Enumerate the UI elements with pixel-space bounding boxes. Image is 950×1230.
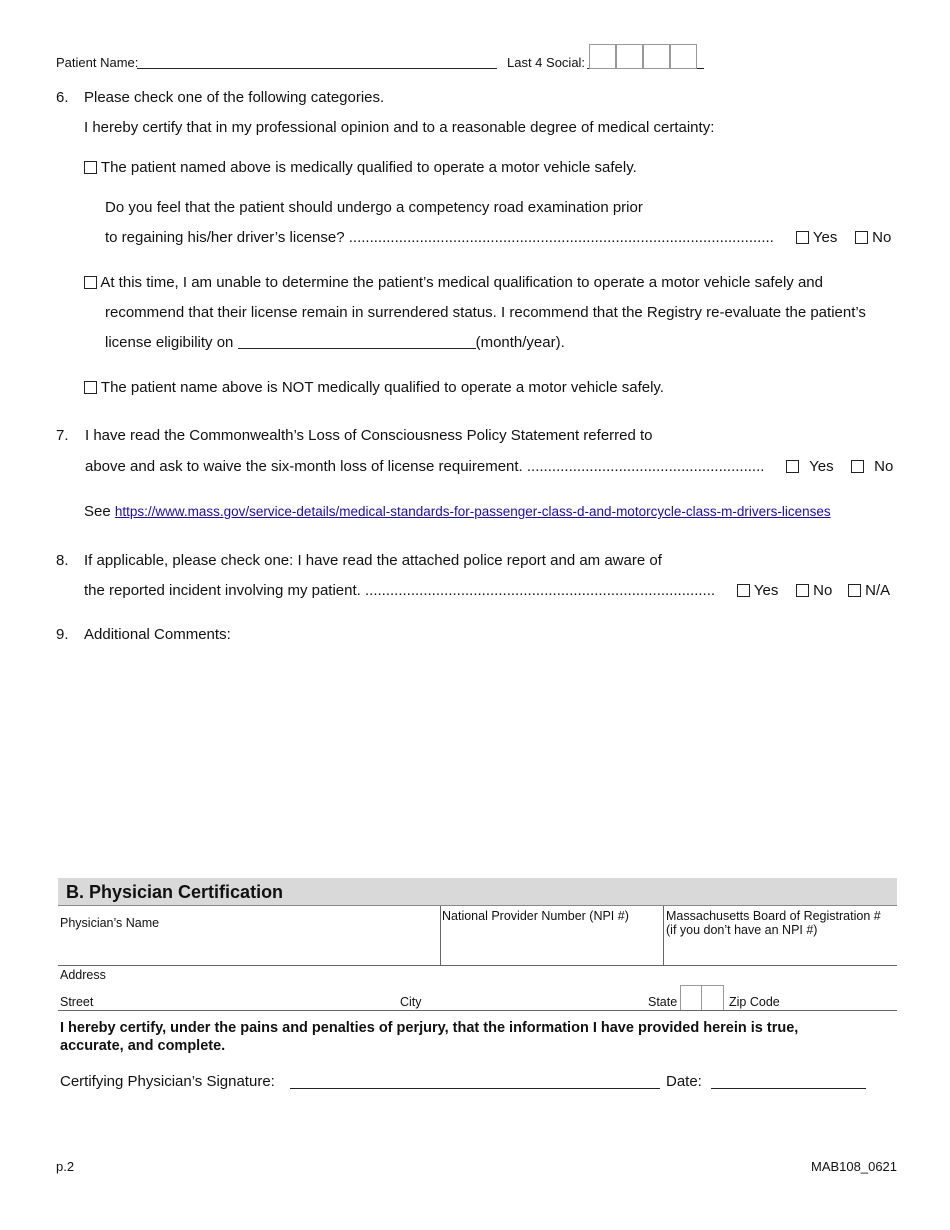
- road-exam-line1: Do you feel that the patient should undergo a competency road examination prior: [105, 199, 643, 216]
- checkbox[interactable]: [737, 584, 750, 597]
- road-exam-yes[interactable]: Yes: [796, 229, 837, 246]
- checkbox[interactable]: [786, 460, 799, 473]
- q6-option-undetermined[interactable]: [84, 274, 823, 291]
- signature-field[interactable]: [290, 1073, 660, 1089]
- option-label: At this time, I am unable to determine the patient’s medical qualification to operate a motor vehicle safely and: [100, 274, 823, 291]
- q8-line1: If applicable, please check one: I have read the attached police report and am aware of: [84, 552, 662, 569]
- state-label: State: [648, 995, 678, 1009]
- divider: [440, 906, 441, 965]
- road-exam-line2: to regaining his/her driver’s license? ......................................................................................................: [105, 229, 774, 246]
- eligibility-date-field[interactable]: [238, 334, 476, 349]
- physician-name-label: Physician’s Name: [60, 916, 160, 930]
- q9-label: Additional Comments:: [84, 626, 231, 643]
- checkbox[interactable]: [84, 276, 97, 289]
- npi-label: National Provider Number (NPI #): [442, 909, 629, 923]
- certification-statement: I hereby certify, under the pains and penalties of perjury, that the information I have provided herein is true, accurate, and complete.: [60, 1020, 799, 1054]
- state-box-1[interactable]: [680, 985, 702, 1010]
- q6-certify-text: I hereby certify that in my professional opinion and to a reasonable degree of medical certainty:: [84, 119, 715, 136]
- q7-no[interactable]: No: [851, 458, 893, 475]
- divider: [58, 1010, 897, 1011]
- option-label: The patient name above is NOT medically qualified to operate a motor vehicle safely.: [100, 379, 664, 396]
- road-exam-no[interactable]: No: [855, 229, 891, 246]
- q7-yes[interactable]: Yes: [786, 458, 834, 475]
- last4-social-label: Last 4 Social:: [507, 55, 586, 70]
- q6-option2-line3: license eligibility on (month/year).: [105, 334, 565, 351]
- address-label: Address: [60, 968, 106, 982]
- q7-see: See https://www.mass.gov/service-details/medical-standards-for-passenger-class-d-and-motorcycle-class-m-drivers-licenses: [84, 503, 831, 520]
- signature-label: Certifying Physician’s Signature:: [60, 1073, 275, 1090]
- checkbox[interactable]: [851, 460, 864, 473]
- q8-na[interactable]: N/A: [848, 582, 890, 599]
- patient-name-label: Patient Name:: [56, 55, 139, 70]
- q6-option-not-qualified[interactable]: [84, 379, 664, 396]
- q7-number: 7.: [56, 427, 69, 444]
- city-label: City: [400, 995, 422, 1009]
- q8-line2: the reported incident involving my patient. ....................................................................................: [84, 582, 716, 599]
- form-id: MAB108_0621: [811, 1159, 898, 1174]
- ssn-digit-box-4[interactable]: [670, 44, 697, 69]
- street-label: Street: [60, 995, 94, 1009]
- date-label: Date:: [666, 1073, 702, 1090]
- ssn-digit-box-2[interactable]: [616, 44, 643, 69]
- ssn-digit-box-1[interactable]: [589, 44, 616, 69]
- q7-line2: above and ask to waive the six-month loss of license requirement. .........................................................: [85, 458, 765, 475]
- npi-field[interactable]: [442, 927, 660, 962]
- checkbox[interactable]: [796, 231, 809, 244]
- board-registration-field[interactable]: [666, 940, 894, 962]
- q8-no[interactable]: No: [796, 582, 832, 599]
- checkbox[interactable]: [84, 381, 97, 394]
- checkbox[interactable]: [855, 231, 868, 244]
- page-number: p.2: [56, 1159, 75, 1174]
- physician-name-field[interactable]: [58, 932, 438, 962]
- ssn-digit-box-3[interactable]: [643, 44, 670, 69]
- board-registration-label: Massachusetts Board of Registration # (if you don’t have an NPI #): [666, 909, 881, 937]
- checkbox[interactable]: [796, 584, 809, 597]
- option-label: The patient named above is medically qualified to operate a motor vehicle safely.: [100, 159, 637, 176]
- q6-number: 6.: [56, 89, 69, 106]
- date-field[interactable]: [711, 1073, 866, 1089]
- checkbox[interactable]: [848, 584, 861, 597]
- divider: [58, 965, 897, 966]
- additional-comments-area[interactable]: [84, 650, 896, 860]
- q9-number: 9.: [56, 626, 69, 643]
- q6-prompt: Please check one of the following categories.: [84, 89, 385, 106]
- checkbox[interactable]: [84, 161, 97, 174]
- divider: [663, 906, 664, 965]
- section-b-title: B. Physician Certification: [58, 878, 897, 906]
- policy-link[interactable]: https://www.mass.gov/service-details/medical-standards-for-passenger-class-d-and-motorcycle-class-m-drivers-licenses: [114, 504, 831, 519]
- q6-option2-line2: recommend that their license remain in surrendered status. I recommend that the Registry re-evaluate the patient’s: [105, 304, 866, 321]
- zip-label: Zip Code: [729, 995, 780, 1009]
- q7-line1: I have read the Commonwealth’s Loss of Consciousness Policy Statement referred to: [85, 427, 653, 444]
- patient-name-field[interactable]: [137, 54, 497, 69]
- q6-option-qualified[interactable]: [84, 159, 637, 176]
- q8-number: 8.: [56, 552, 69, 569]
- q8-yes[interactable]: Yes: [737, 582, 778, 599]
- state-box-2[interactable]: [702, 985, 724, 1010]
